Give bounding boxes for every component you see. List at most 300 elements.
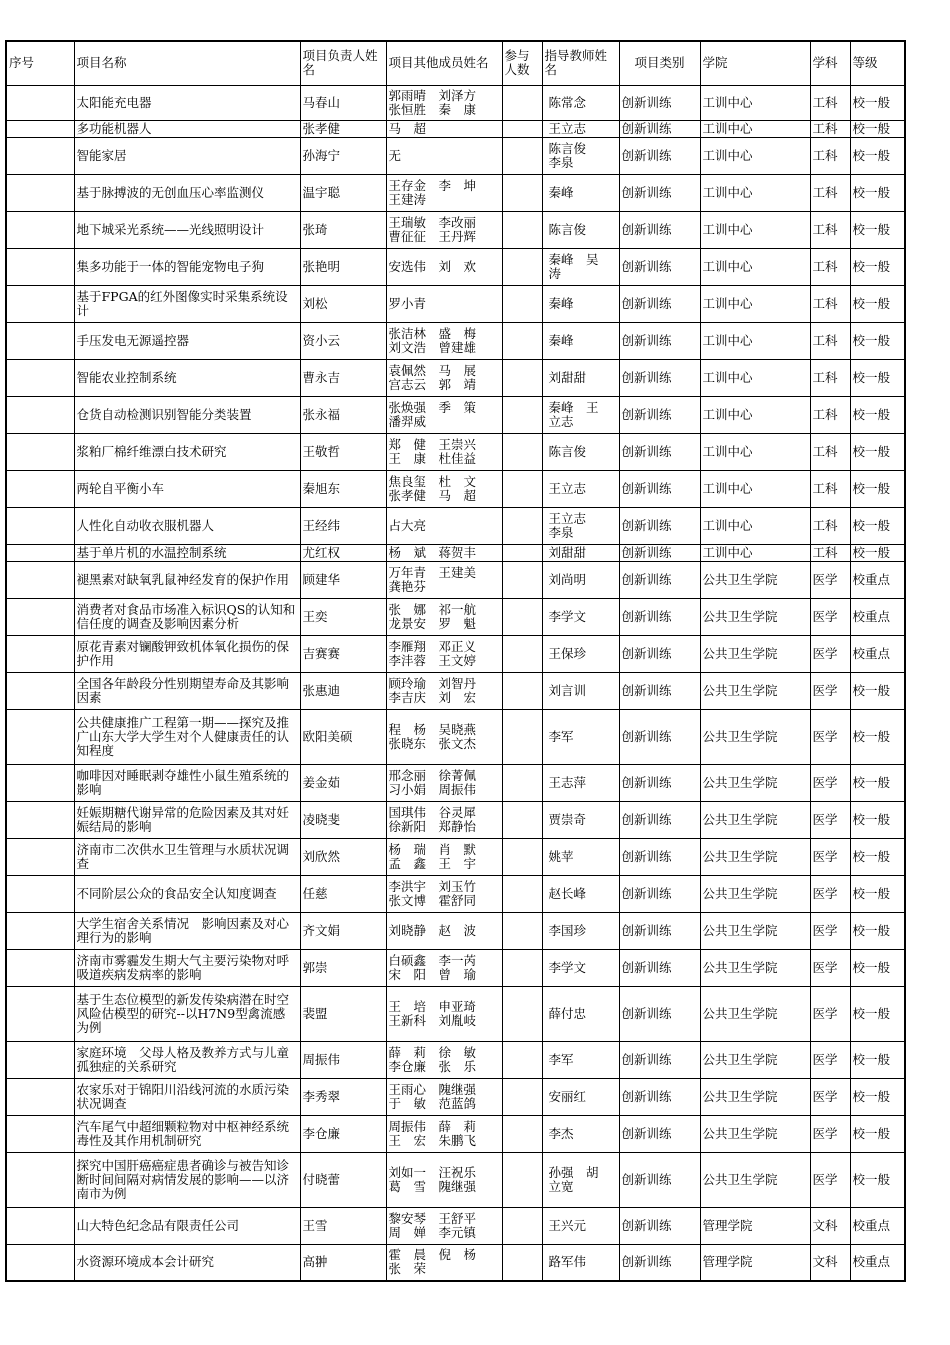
col-header-college: 学院 <box>700 41 810 85</box>
cell-index <box>6 1115 74 1152</box>
cell-project-name: 太阳能充电器 <box>74 85 300 120</box>
cell-count <box>502 1207 542 1244</box>
cell-discipline: 医学 <box>810 1041 850 1078</box>
cell-college: 公共卫生学院 <box>700 912 810 949</box>
cell-college: 公共卫生学院 <box>700 764 810 801</box>
table-row <box>6 949 905 986</box>
cell-category: 创新训练 <box>619 672 700 709</box>
cell-project-name: 原花青素对镧酸钾致机体氧化损伤的保护作用 <box>74 635 300 672</box>
cell-leader: 顾建华 <box>300 561 386 598</box>
cell-count <box>502 1244 542 1281</box>
cell-advisor: 王志萍 <box>542 764 619 801</box>
table-row <box>6 120 905 137</box>
cell-leader: 郭崇 <box>300 949 386 986</box>
cell-discipline: 医学 <box>810 561 850 598</box>
cell-project-name: 济南市雾霾发生期大气主要污染物对呼吸道疾病发病率的影响 <box>74 949 300 986</box>
cell-level: 校一般 <box>850 285 905 322</box>
table-row <box>6 1152 905 1207</box>
cell-members: 李洪宇 刘玉竹 张文博 霍舒同 <box>386 875 502 912</box>
cell-category: 创新训练 <box>619 433 700 470</box>
cell-college: 公共卫生学院 <box>700 1078 810 1115</box>
table-row <box>6 174 905 211</box>
cell-college: 管理学院 <box>700 1207 810 1244</box>
cell-index <box>6 174 74 211</box>
cell-discipline: 医学 <box>810 1078 850 1115</box>
cell-leader: 张琦 <box>300 211 386 248</box>
cell-members: 顾玲瑜 刘智丹 李吉庆 刘 宏 <box>386 672 502 709</box>
cell-leader: 曹永吉 <box>300 359 386 396</box>
cell-college: 工训中心 <box>700 507 810 544</box>
cell-college: 公共卫生学院 <box>700 672 810 709</box>
cell-project-name: 基于FPGA的红外图像实时采集系统设计 <box>74 285 300 322</box>
cell-level: 校重点 <box>850 635 905 672</box>
cell-leader: 李秀翠 <box>300 1078 386 1115</box>
cell-category: 创新训练 <box>619 764 700 801</box>
cell-project-name: 汽车尾气中超细颗粒物对中枢神经系统毒性及其作用机制研究 <box>74 1115 300 1152</box>
cell-category: 创新训练 <box>619 949 700 986</box>
cell-college: 管理学院 <box>700 1244 810 1281</box>
cell-advisor: 刘言训 <box>542 672 619 709</box>
cell-college: 工训中心 <box>700 85 810 120</box>
cell-members: 罗小青 <box>386 285 502 322</box>
cell-level: 校一般 <box>850 1041 905 1078</box>
cell-college: 公共卫生学院 <box>700 635 810 672</box>
cell-project-name: 基于生态位模型的新发传染病潜在时空风险估模型的研究--以H7N9型禽流感为例 <box>74 986 300 1041</box>
cell-level: 校一般 <box>850 396 905 433</box>
table-header-row <box>6 41 905 85</box>
cell-level: 校一般 <box>850 85 905 120</box>
cell-category: 创新训练 <box>619 801 700 838</box>
cell-leader: 马春山 <box>300 85 386 120</box>
cell-count <box>502 433 542 470</box>
cell-discipline: 工科 <box>810 470 850 507</box>
cell-category: 创新训练 <box>619 544 700 561</box>
cell-count <box>502 120 542 137</box>
cell-college: 工训中心 <box>700 322 810 359</box>
cell-index <box>6 635 74 672</box>
cell-project-name: 基于单片机的水温控制系统 <box>74 544 300 561</box>
cell-discipline: 工科 <box>810 396 850 433</box>
table-row <box>6 764 905 801</box>
cell-members: 焦良玺 杜 文 张孝健 马 超 <box>386 470 502 507</box>
cell-count <box>502 764 542 801</box>
cell-leader: 刘欣然 <box>300 838 386 875</box>
table-row <box>6 85 905 120</box>
cell-category: 创新训练 <box>619 838 700 875</box>
cell-advisor: 孙强 胡 立宽 <box>542 1152 619 1207</box>
cell-category: 创新训练 <box>619 1244 700 1281</box>
cell-members: 马 超 <box>386 120 502 137</box>
cell-category: 创新训练 <box>619 635 700 672</box>
cell-discipline: 工科 <box>810 544 850 561</box>
cell-level: 校重点 <box>850 561 905 598</box>
cell-index <box>6 248 74 285</box>
table-row <box>6 912 905 949</box>
cell-college: 公共卫生学院 <box>700 598 810 635</box>
cell-level: 校重点 <box>850 598 905 635</box>
col-header-count: 参与人数 <box>502 41 542 85</box>
cell-discipline: 医学 <box>810 672 850 709</box>
cell-project-name: 探究中国肝癌癌症患者确诊与被告知诊断时间间隔对病情发展的影响——以济南市为例 <box>74 1152 300 1207</box>
cell-advisor: 李杰 <box>542 1115 619 1152</box>
cell-members: 李雁翔 邓正义 李沣蓉 王文婷 <box>386 635 502 672</box>
cell-category: 创新训练 <box>619 598 700 635</box>
cell-college: 工训中心 <box>700 137 810 174</box>
col-header-project-name: 项目名称 <box>74 41 300 85</box>
cell-leader: 齐文娟 <box>300 912 386 949</box>
cell-leader: 裴盟 <box>300 986 386 1041</box>
cell-category: 创新训练 <box>619 85 700 120</box>
cell-college: 公共卫生学院 <box>700 801 810 838</box>
cell-leader: 周振伟 <box>300 1041 386 1078</box>
cell-level: 校一般 <box>850 211 905 248</box>
cell-count <box>502 470 542 507</box>
cell-level: 校一般 <box>850 912 905 949</box>
cell-category: 创新训练 <box>619 396 700 433</box>
cell-count <box>502 211 542 248</box>
cell-project-name: 智能农业控制系统 <box>74 359 300 396</box>
cell-count <box>502 875 542 912</box>
table-row <box>6 1244 905 1281</box>
cell-index <box>6 322 74 359</box>
cell-college: 公共卫生学院 <box>700 1152 810 1207</box>
cell-members: 杨 斌 蒋贺丰 <box>386 544 502 561</box>
table-row <box>6 875 905 912</box>
table-row <box>6 801 905 838</box>
cell-count <box>502 322 542 359</box>
cell-project-name: 不同阶层公众的食品安全认知度调查 <box>74 875 300 912</box>
cell-advisor: 姚苹 <box>542 838 619 875</box>
cell-index <box>6 672 74 709</box>
cell-level: 校一般 <box>850 248 905 285</box>
cell-members: 国琪伟 谷灵犀 徐新阳 郑静怡 <box>386 801 502 838</box>
cell-leader: 李仓廉 <box>300 1115 386 1152</box>
cell-discipline: 医学 <box>810 986 850 1041</box>
cell-category: 创新训练 <box>619 1152 700 1207</box>
cell-count <box>502 635 542 672</box>
cell-leader: 任慈 <box>300 875 386 912</box>
cell-level: 校一般 <box>850 359 905 396</box>
table-row <box>6 285 905 322</box>
cell-project-name: 家庭环境 父母人格及教养方式与儿童孤独症的关系研究 <box>74 1041 300 1078</box>
cell-level: 校一般 <box>850 470 905 507</box>
cell-members: 占大亮 <box>386 507 502 544</box>
cell-count <box>502 1115 542 1152</box>
cell-advisor: 陈言俊 <box>542 211 619 248</box>
table-row <box>6 211 905 248</box>
table-row <box>6 1041 905 1078</box>
cell-index <box>6 912 74 949</box>
cell-advisor: 路军伟 <box>542 1244 619 1281</box>
cell-project-name: 山大特色纪念品有限责任公司 <box>74 1207 300 1244</box>
cell-category: 创新训练 <box>619 120 700 137</box>
cell-advisor: 秦峰 吴 涛 <box>542 248 619 285</box>
cell-category: 创新训练 <box>619 1115 700 1152</box>
cell-index <box>6 1244 74 1281</box>
cell-advisor: 陈言俊 李泉 <box>542 137 619 174</box>
cell-advisor: 秦峰 王 立志 <box>542 396 619 433</box>
cell-advisor: 安丽红 <box>542 1078 619 1115</box>
cell-discipline: 工科 <box>810 322 850 359</box>
cell-level: 校一般 <box>850 322 905 359</box>
cell-members: 邢念丽 徐菁佩 习小娟 周振伟 <box>386 764 502 801</box>
cell-advisor: 贾崇奇 <box>542 801 619 838</box>
cell-members: 白硕鑫 李一芮 宋 阳 曾 瑜 <box>386 949 502 986</box>
cell-advisor: 刘甜甜 <box>542 544 619 561</box>
cell-members: 王瑞敏 李改丽 曹征征 王丹辉 <box>386 211 502 248</box>
cell-members: 霍 晨 倪 杨 张 荣 <box>386 1244 502 1281</box>
cell-level: 校重点 <box>850 1207 905 1244</box>
cell-members: 安选伟 刘 欢 <box>386 248 502 285</box>
cell-members: 程 杨 吴晓燕 张晓东 张文杰 <box>386 709 502 764</box>
cell-project-name: 人性化自动收衣服机器人 <box>74 507 300 544</box>
cell-discipline: 医学 <box>810 598 850 635</box>
cell-category: 创新训练 <box>619 211 700 248</box>
cell-leader: 欧阳美硕 <box>300 709 386 764</box>
cell-members: 郑 健 王崇兴 王 康 杜佳益 <box>386 433 502 470</box>
cell-discipline: 文科 <box>810 1244 850 1281</box>
cell-discipline: 文科 <box>810 1207 850 1244</box>
cell-advisor: 李国珍 <box>542 912 619 949</box>
cell-project-name: 公共健康推广工程第一期——探究及推广山东大学大学生对个人健康责任的认知程度 <box>74 709 300 764</box>
cell-members: 无 <box>386 137 502 174</box>
cell-college: 工训中心 <box>700 396 810 433</box>
cell-project-name: 褪黑素对缺氧乳鼠神经发育的保护作用 <box>74 561 300 598</box>
cell-leader: 温宇聪 <box>300 174 386 211</box>
cell-advisor: 李军 <box>542 709 619 764</box>
cell-index <box>6 838 74 875</box>
cell-leader: 付晓蕾 <box>300 1152 386 1207</box>
cell-category: 创新训练 <box>619 174 700 211</box>
cell-category: 创新训练 <box>619 1207 700 1244</box>
cell-leader: 资小云 <box>300 322 386 359</box>
col-header-advisor: 指导教师姓名 <box>542 41 619 85</box>
table-row <box>6 598 905 635</box>
cell-advisor: 秦峰 <box>542 285 619 322</box>
cell-count <box>502 285 542 322</box>
table-row <box>6 248 905 285</box>
cell-members: 王雨心 隗继强 于 敏 范蓝鸽 <box>386 1078 502 1115</box>
cell-count <box>502 248 542 285</box>
cell-level: 校重点 <box>850 1244 905 1281</box>
cell-category: 创新训练 <box>619 285 700 322</box>
table-row <box>6 396 905 433</box>
cell-level: 校一般 <box>850 801 905 838</box>
col-header-level: 等级 <box>850 41 905 85</box>
cell-college: 工训中心 <box>700 211 810 248</box>
cell-members: 王存金 李 坤 王建涛 <box>386 174 502 211</box>
cell-discipline: 医学 <box>810 764 850 801</box>
cell-index <box>6 1078 74 1115</box>
cell-count <box>502 359 542 396</box>
cell-index <box>6 598 74 635</box>
cell-college: 公共卫生学院 <box>700 1041 810 1078</box>
cell-advisor: 薛付忠 <box>542 986 619 1041</box>
cell-discipline: 工科 <box>810 174 850 211</box>
cell-level: 校一般 <box>850 433 905 470</box>
cell-project-name: 手压发电无源遥控器 <box>74 322 300 359</box>
cell-count <box>502 561 542 598</box>
cell-level: 校一般 <box>850 174 905 211</box>
table-row <box>6 838 905 875</box>
cell-advisor: 王立志 <box>542 120 619 137</box>
cell-college: 公共卫生学院 <box>700 838 810 875</box>
cell-discipline: 医学 <box>810 912 850 949</box>
cell-category: 创新训练 <box>619 359 700 396</box>
table-row <box>6 433 905 470</box>
cell-leader: 张永福 <box>300 396 386 433</box>
cell-members: 刘如一 汪祝乐 葛 雪 隗继强 <box>386 1152 502 1207</box>
table-row <box>6 470 905 507</box>
col-header-discipline: 学科 <box>810 41 850 85</box>
cell-level: 校一般 <box>850 120 905 137</box>
cell-leader: 尤红权 <box>300 544 386 561</box>
table-body <box>6 85 905 1281</box>
cell-count <box>502 396 542 433</box>
cell-category: 创新训练 <box>619 1078 700 1115</box>
cell-count <box>502 85 542 120</box>
cell-index <box>6 1041 74 1078</box>
cell-leader: 秦旭东 <box>300 470 386 507</box>
cell-discipline: 医学 <box>810 838 850 875</box>
cell-advisor: 王立志 <box>542 470 619 507</box>
cell-level: 校一般 <box>850 672 905 709</box>
cell-project-name: 两轮自平衡小车 <box>74 470 300 507</box>
cell-index <box>6 801 74 838</box>
cell-advisor: 秦峰 <box>542 174 619 211</box>
cell-discipline: 医学 <box>810 709 850 764</box>
cell-college: 公共卫生学院 <box>700 986 810 1041</box>
cell-college: 公共卫生学院 <box>700 1115 810 1152</box>
cell-college: 工训中心 <box>700 285 810 322</box>
cell-advisor: 赵长峰 <box>542 875 619 912</box>
cell-members: 郭雨晴 刘泽方 张恒胜 秦 康 <box>386 85 502 120</box>
cell-level: 校一般 <box>850 1078 905 1115</box>
cell-leader: 张艳明 <box>300 248 386 285</box>
cell-category: 创新训练 <box>619 507 700 544</box>
cell-count <box>502 1152 542 1207</box>
table-row <box>6 507 905 544</box>
cell-members: 杨 瑞 肖 默 孟 鑫 王 宇 <box>386 838 502 875</box>
cell-discipline: 工科 <box>810 137 850 174</box>
cell-leader: 姜金茹 <box>300 764 386 801</box>
cell-leader: 王雪 <box>300 1207 386 1244</box>
cell-level: 校一般 <box>850 1115 905 1152</box>
cell-index <box>6 120 74 137</box>
cell-level: 校一般 <box>850 986 905 1041</box>
cell-category: 创新训练 <box>619 470 700 507</box>
cell-index <box>6 470 74 507</box>
table-row <box>6 359 905 396</box>
cell-count <box>502 1078 542 1115</box>
cell-level: 校一般 <box>850 875 905 912</box>
cell-count <box>502 1041 542 1078</box>
cell-discipline: 工科 <box>810 285 850 322</box>
cell-category: 创新训练 <box>619 322 700 359</box>
cell-level: 校一般 <box>850 507 905 544</box>
cell-level: 校一般 <box>850 709 905 764</box>
cell-college: 工训中心 <box>700 359 810 396</box>
cell-category: 创新训练 <box>619 875 700 912</box>
col-header-leader: 项目负责人姓名 <box>300 41 386 85</box>
cell-count <box>502 949 542 986</box>
cell-college: 工训中心 <box>700 248 810 285</box>
cell-category: 创新训练 <box>619 137 700 174</box>
col-header-index: 序号 <box>6 41 74 85</box>
cell-category: 创新训练 <box>619 986 700 1041</box>
cell-members: 黎安琴 王舒平 周 婵 李元镇 <box>386 1207 502 1244</box>
cell-leader: 张孝健 <box>300 120 386 137</box>
cell-index <box>6 1207 74 1244</box>
cell-count <box>502 174 542 211</box>
cell-project-name: 济南市二次供水卫生管理与水质状况调查 <box>74 838 300 875</box>
cell-advisor: 李学文 <box>542 598 619 635</box>
cell-members: 薛 莉 徐 敏 李仓廉 张 乐 <box>386 1041 502 1078</box>
cell-project-name: 咖啡因对睡眠剥夺雄性小鼠生殖系统的影响 <box>74 764 300 801</box>
cell-category: 创新训练 <box>619 1041 700 1078</box>
cell-members: 刘晓静 赵 波 <box>386 912 502 949</box>
cell-index <box>6 561 74 598</box>
cell-discipline: 医学 <box>810 875 850 912</box>
cell-advisor: 陈常念 <box>542 85 619 120</box>
cell-index <box>6 137 74 174</box>
cell-leader: 高翀 <box>300 1244 386 1281</box>
cell-discipline: 医学 <box>810 635 850 672</box>
cell-advisor: 刘甜甜 <box>542 359 619 396</box>
cell-leader: 凌晓斐 <box>300 801 386 838</box>
cell-project-name: 地下城采光系统——光线照明设计 <box>74 211 300 248</box>
table-row <box>6 1207 905 1244</box>
cell-index <box>6 507 74 544</box>
cell-index <box>6 359 74 396</box>
cell-category: 创新训练 <box>619 248 700 285</box>
table-row <box>6 986 905 1041</box>
cell-level: 校一般 <box>850 949 905 986</box>
cell-discipline: 工科 <box>810 85 850 120</box>
cell-project-name: 浆粕厂棉纤维漂白技术研究 <box>74 433 300 470</box>
cell-project-name: 多功能机器人 <box>74 120 300 137</box>
table-row <box>6 1078 905 1115</box>
cell-members: 周振伟 薛 莉 王 宏 朱鹏飞 <box>386 1115 502 1152</box>
cell-leader: 张惠迪 <box>300 672 386 709</box>
col-header-category: 项目类别 <box>619 41 700 85</box>
cell-count <box>502 838 542 875</box>
cell-index <box>6 285 74 322</box>
table-row <box>6 672 905 709</box>
cell-leader: 孙海宁 <box>300 137 386 174</box>
cell-project-name: 消费者对食品市场准入标识QS的认知和信任度的调查及影响因素分析 <box>74 598 300 635</box>
cell-index <box>6 875 74 912</box>
cell-project-name: 大学生宿舍关系情况 影响因素及对心理行为的影响 <box>74 912 300 949</box>
cell-index <box>6 211 74 248</box>
cell-index <box>6 85 74 120</box>
cell-discipline: 工科 <box>810 248 850 285</box>
cell-advisor: 王兴元 <box>542 1207 619 1244</box>
cell-index <box>6 544 74 561</box>
cell-advisor: 李军 <box>542 1041 619 1078</box>
cell-advisor: 王立志 李泉 <box>542 507 619 544</box>
cell-leader: 吉赛赛 <box>300 635 386 672</box>
cell-project-name: 农家乐对于锦阳川沿线河流的水质污染状况调查 <box>74 1078 300 1115</box>
cell-level: 校一般 <box>850 137 905 174</box>
cell-members: 王 培 申亚琦 王新科 刘胤岐 <box>386 986 502 1041</box>
cell-members: 张 娜 祁一航 龙景安 罗 魁 <box>386 598 502 635</box>
cell-college: 公共卫生学院 <box>700 875 810 912</box>
cell-members: 万年青 王建美 龚艳芬 <box>386 561 502 598</box>
table-row <box>6 544 905 561</box>
cell-project-name: 水资源环境成本会计研究 <box>74 1244 300 1281</box>
cell-college: 公共卫生学院 <box>700 709 810 764</box>
